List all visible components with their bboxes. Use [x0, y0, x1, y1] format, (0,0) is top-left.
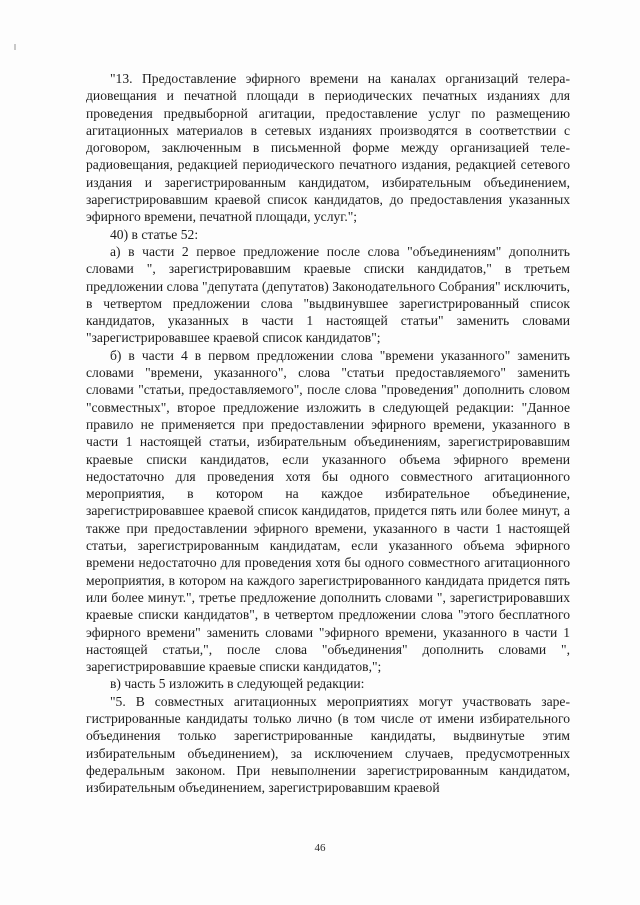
body-text: [86, 70, 570, 796]
paragraph-subitem-b: б) в части 4 в первом предложении слова "времени указанного" заменить словами "времени, указанного", слова "статьи предоставляемого" заменить словами "статьи, предоставляемого", после слова "проведения" дополнить словом "совместных", второе предложение изложить в следующей редакции: "Данное правило не применяется при предоставлении эфирного времени, указанного в части 1 настоящей статьи, избирательным объединениям, зарегистрировавшим краевые списки кандидатов, если указанного объема эфирного времени недостаточно для проведения хотя бы одного совместного агитационного мероприятия, в котором на каждое избирательное объединение, зарегистрировавшее краевой список кандидатов, придется пять или более минут, а также при предоставлении эфирного времени, указанного в части 1 настоящей статьи, зарегистрированным кандидатам, если указанного объема эфирного времени недостаточно для проведения хотя бы одного совместного агитационного мероприятия, в котором на каждого зарегистрированного кандидата придется пять или более минут.", третье предложение дополнить словами ", зарегистрировавших краевые списки кандидатов", в четвертом предложении слова "этого бесплатного эфирного времени" заменить словами "эфирного времени, указанного в части 1 настоящей статьи,", после слова "объединения" дополнить словами ", зарегистрировавшие краевые списки кандидатов,";: [86, 347, 570, 675]
paragraph-part-5: "5. В совместных агитационных мероприятиях могут участвовать зарегистрированные кандидаты только лично (в том числе от имени избирательного объединения только зарегистрированные кандидаты, выдвинутые этим избирательным объединением), за исключением случаев, предусмотренных федеральным законом. При невыполнении зарегистрированным кандидатом, избирательным объединением, зарегистрировавшим краевой: [86, 693, 570, 796]
paragraph-subitem-v: в) часть 5 изложить в следующей редакции:: [110, 676, 365, 692]
page-number: 46: [314, 842, 326, 854]
paragraph-article-52-heading: 40) в статье 52:: [110, 226, 199, 242]
scan-mark: [14, 44, 16, 50]
paragraph-subitem-a: а) в части 2 первое предложение после слова "объединениям" дополнить словами ", зарегистрировавшим краевые списки кандидатов," в третьем предложении слова "депутата (депутатов) Законодательного Собрания" исключить, в четвертом предложении слова "выдвинувшее зарегистрированный список кандидатов, указанных в части 1 настоящей статьи" заменить словами "зарегистрировавшее краевой список кандидатов";: [86, 243, 570, 346]
paragraph-item-13: "13. Предоставление эфирного времени на каналах организаций телерадиовещания и печатной площади в периодических печатных изданиях для проведения предвыборной агитации, предоставление услуг по размещению агитационных материалов в сетевых изданиях производятся в соответствии с договором, заключенным в письменной форме между организацией телерадиовещания, редакцией периодического печатного издания, редакцией сетевого издания и зарегистрированным кандидатом, избирательным объединением, зарегистрировавшим краевой список кандидатов, до предоставления указанных эфирного времени, печатной площади, услуг.";: [86, 71, 570, 225]
